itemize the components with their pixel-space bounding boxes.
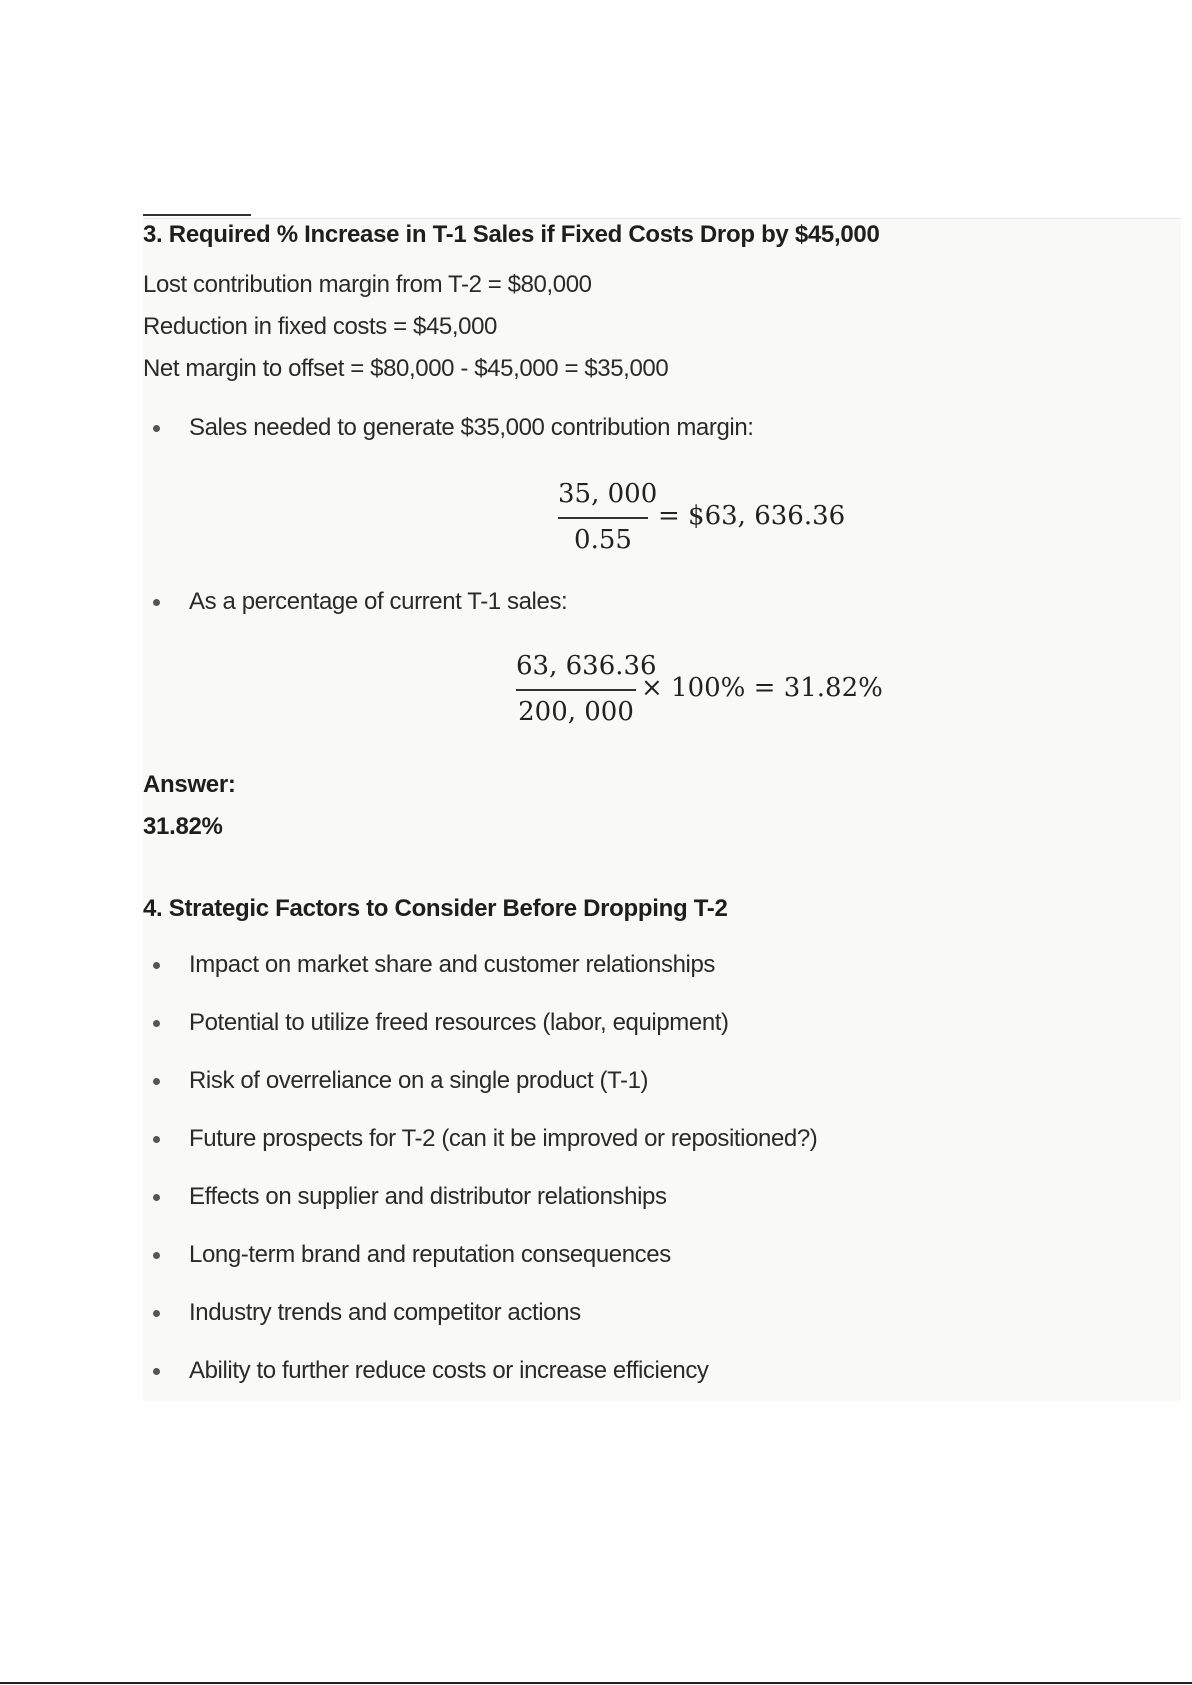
factor-text: Industry trends and competitor actions	[189, 1299, 581, 1326]
factor-item	[143, 1183, 667, 1211]
bullet-dot	[153, 599, 160, 606]
factor-item	[143, 951, 715, 979]
bullet-dot	[153, 1078, 160, 1085]
factor-item	[143, 1299, 581, 1327]
factor-item	[143, 1067, 648, 1095]
factor-item	[143, 1009, 729, 1037]
equation-result: × 100% = 31.82%	[641, 673, 883, 703]
factor-text: Future prospects for T-2 (can it be improved or repositioned?)	[189, 1125, 818, 1152]
bullet-dot	[153, 1194, 160, 1201]
net-margin-line: Net margin to offset = $80,000 - $45,000 = $35,000	[143, 355, 669, 382]
factor-item	[143, 1241, 671, 1269]
fraction	[558, 479, 658, 555]
numerator: 63, 636.36	[516, 651, 657, 681]
factor-item	[143, 1357, 709, 1385]
denominator: 0.55	[574, 525, 632, 555]
factor-text: Effects on supplier and distributor relationships	[189, 1183, 667, 1210]
bullet-dot	[153, 1020, 160, 1027]
bullet-dot	[153, 1252, 160, 1259]
section4-heading: 4. Strategic Factors to Consider Before Dropping T-2	[143, 895, 728, 922]
numerator: 35, 000	[558, 479, 658, 509]
bullet-percentage	[143, 588, 567, 616]
bullet-text: Sales needed to generate $35,000 contribution margin:	[189, 414, 754, 441]
bullet-dot	[153, 1310, 160, 1317]
bottom-rule	[0, 1682, 1192, 1684]
top-rule	[143, 214, 251, 216]
fraction-bar	[516, 689, 636, 691]
bullet-dot	[153, 425, 160, 432]
lost-margin-line: Lost contribution margin from T-2 = $80,000	[143, 271, 592, 298]
bullet-dot	[153, 962, 160, 969]
answer-value: 31.82%	[143, 813, 223, 840]
factor-text: Long-term brand and reputation consequences	[189, 1241, 671, 1268]
section3-heading: 3. Required % Increase in T-1 Sales if Fixed Costs Drop by $45,000	[143, 221, 880, 248]
answer-label: Answer:	[143, 771, 236, 798]
factor-text: Risk of overreliance on a single product (T-1)	[189, 1067, 649, 1094]
factor-text: Potential to utilize freed resources (labor, equipment)	[189, 1009, 729, 1036]
fraction	[516, 651, 657, 727]
equation-result: = $63, 636.36	[658, 501, 846, 531]
factor-item	[143, 1125, 817, 1153]
factor-text: Ability to further reduce costs or increase efficiency	[189, 1357, 709, 1384]
bullet-dot	[153, 1136, 160, 1143]
factor-text: Impact on market share and customer relationships	[189, 951, 715, 978]
bullet-text: As a percentage of current T-1 sales:	[189, 588, 568, 615]
bullet-dot	[153, 1368, 160, 1375]
document-content	[143, 218, 1181, 1401]
bullet-sales-needed	[143, 414, 754, 442]
denominator: 200, 000	[518, 697, 634, 727]
fraction-bar	[558, 517, 648, 519]
fixed-cost-reduction-line: Reduction in fixed costs = $45,000	[143, 313, 497, 340]
